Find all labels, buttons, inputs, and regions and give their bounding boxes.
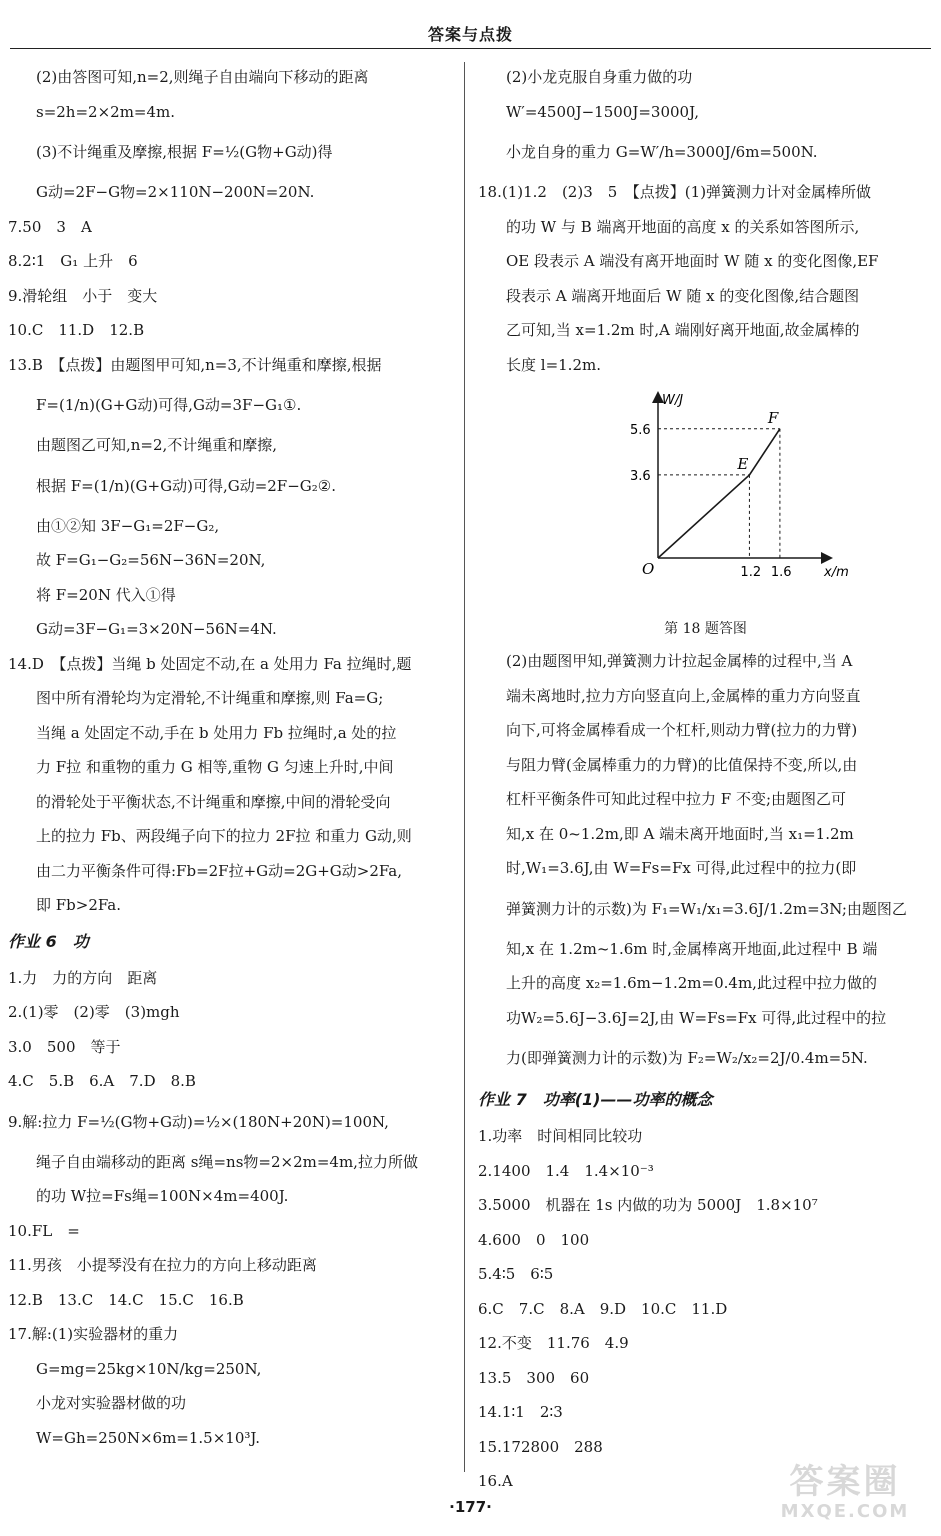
answer-line: 知,x 在 1.2m~1.6m 时,金属棒离开地面,此过程中 B 端 bbox=[506, 939, 878, 958]
answer-line: 小龙自身的重力 G=W′/h=3000J/6m=500N. bbox=[506, 143, 818, 161]
answer-line: 18.(1)1.2 (2)3 5 【点拨】(1)弹簧测力计对金属棒所做 bbox=[478, 183, 872, 201]
answer-line: 10.C 11.D 12.B bbox=[8, 321, 145, 339]
answer-line: 即 Fb>2Fa. bbox=[36, 896, 121, 914]
answer-line: 绳子自由端移动的距离 s绳=ns物=2×2m=4m,拉力所做 bbox=[36, 1152, 418, 1171]
answer-line: G动=3F−G₁=3×20N−56N=4N. bbox=[36, 620, 277, 638]
x-tick-label: 1.2 bbox=[740, 565, 762, 580]
answer-line: 2.1400 1.4 1.4×10⁻³ bbox=[478, 1161, 654, 1180]
answer-line: s=2h=2×2m=4m. bbox=[36, 102, 176, 121]
page-header: 答案与点拨 bbox=[427, 25, 513, 44]
left-column bbox=[8, 60, 458, 1455]
answer-line: 的功 W 与 B 端离开地面的高度 x 的关系如答图所示, bbox=[506, 217, 860, 236]
figure-caption: 第 18 题答图 bbox=[664, 621, 747, 637]
answer-line: 17.解:(1)实验器材的重力 bbox=[8, 1325, 179, 1343]
answer-line: 13.B 【点拨】由题图甲可知,n=3,不计绳重和摩擦,根据 bbox=[8, 355, 382, 374]
point-label: O bbox=[642, 560, 655, 578]
right-column bbox=[478, 60, 933, 1499]
homework-7-answers bbox=[478, 1119, 933, 1499]
answer-line: 1.功率 时间相同比较功 bbox=[478, 1127, 643, 1145]
answer-line: 13.5 300 60 bbox=[478, 1368, 590, 1387]
answer-line: 6.C 7.C 8.A 9.D 10.C 11.D bbox=[478, 1299, 728, 1318]
right-answers-block bbox=[478, 60, 933, 382]
answer-line: W=Gh=250N×6m=1.5×10³J. bbox=[36, 1428, 260, 1447]
answer-line: 弹簧测力计的示数)为 F₁=W₁/x₁=3.6J/1.2m=3N;由题图乙 bbox=[506, 899, 907, 918]
section-title-homework-6: 作业 6 功 bbox=[8, 931, 89, 951]
answer-line: (3)不计绳重及摩擦,根据 F=½(G物+G动)得 bbox=[36, 143, 333, 161]
answer-line: 功W₂=5.6J−3.6J=2J,由 W=Fs=Fx 可得,此过程中的拉 bbox=[506, 1008, 887, 1027]
answer-line: 14.1∶1 2∶3 bbox=[478, 1403, 563, 1421]
answer-line: 段表示 A 端离开地面后 W 随 x 的变化图像,结合题图 bbox=[506, 286, 860, 305]
answer-line: 上的拉力 Fb、两段绳子向下的拉力 2F拉 和重力 G动,则 bbox=[36, 827, 412, 845]
answer-line: 故 F=G₁−G₂=56N−36N=20N, bbox=[36, 551, 266, 569]
answer-line: 11.男孩 小提琴没有在拉力的方向上移动距离 bbox=[8, 1256, 317, 1274]
answer-line: 3.0 500 等于 bbox=[8, 1037, 121, 1056]
answer-line: 5.4∶5 6∶5 bbox=[478, 1265, 554, 1283]
answer-line: 10.FL = bbox=[8, 1221, 80, 1240]
answer-line: 当绳 a 处固定不动,手在 b 处用力 Fb 拉绳时,a 处的拉 bbox=[36, 723, 397, 742]
answer-line: 力(即弹簧测力计的示数)为 F₂=W₂/x₂=2J/0.4m=5N. bbox=[506, 1049, 868, 1067]
answer-line: 12.不变 11.76 4.9 bbox=[478, 1334, 629, 1352]
work-distance-graph bbox=[618, 388, 849, 608]
answer-line: 由题图乙可知,n=2,不计绳重和摩擦, bbox=[36, 436, 278, 454]
answer-line: 4.C 5.B 6.A 7.D 8.B bbox=[8, 1072, 196, 1090]
answer-line: 向下,可将金属棒看成一个杠杆,则动力臂(拉力的力臂) bbox=[506, 721, 858, 739]
series-line-w bbox=[658, 429, 780, 558]
question-18-part2 bbox=[478, 644, 933, 1081]
section-title-homework-7: 作业 7 功率(1)——功率的概念 bbox=[478, 1090, 713, 1109]
x-tick-label: 1.6 bbox=[770, 565, 792, 580]
answer-line: 根据 F=(1/n)(G+G动)可得,G动=2F−G₂②. bbox=[36, 476, 336, 495]
answer-line: 14.D 【点拨】当绳 b 处固定不动,在 a 处用力 Fa 拉绳时,题 bbox=[8, 654, 412, 673]
answer-line: F=(1/n)(G+G动)可得,G动=3F−G₁①. bbox=[36, 396, 302, 414]
x-axis-label: x/m bbox=[824, 565, 849, 580]
answer-line: 由①②知 3F−G₁=2F−G₂, bbox=[36, 516, 220, 535]
answer-line: 7.50 3 A bbox=[8, 217, 92, 236]
answer-line: (2)由题图甲知,弹簧测力计拉起金属棒的过程中,当 A bbox=[506, 652, 853, 670]
answer-line: 9.滑轮组 小于 变大 bbox=[8, 286, 158, 305]
watermark-top: 答案圈 bbox=[789, 1462, 901, 1502]
answer-line: (2)小龙克服自身重力做的功 bbox=[506, 68, 693, 86]
answer-line: (2)由答图可知,n=2,则绳子自由端向下移动的距离 bbox=[36, 68, 369, 86]
answer-line: 时,W₁=3.6J,由 W=Fs=Fx 可得,此过程中的拉力(即 bbox=[506, 859, 857, 877]
answer-line: 力 F拉 和重物的重力 G 相等,重物 G 匀速上升时,中间 bbox=[36, 758, 394, 776]
watermark-logo bbox=[760, 1462, 930, 1524]
point-label: F bbox=[767, 408, 779, 427]
left-answers-block bbox=[8, 60, 458, 923]
answer-line: 12.B 13.C 14.C 15.C 16.B bbox=[8, 1290, 244, 1309]
answer-figure-18 bbox=[478, 382, 933, 614]
answer-line: 2.(1)零 (2)零 (3)mgh bbox=[8, 1003, 180, 1021]
answer-line: G动=2F−G物=2×110N−200N=20N. bbox=[36, 183, 315, 201]
answer-line: 长度 l=1.2m. bbox=[506, 355, 601, 374]
header-rule bbox=[10, 48, 931, 49]
answer-line: 端未离地时,拉力方向竖直向上,金属棒的重力方向竖直 bbox=[506, 686, 861, 705]
answer-line: 上升的高度 x₂=1.6m−1.2m=0.4m,此过程中拉力做的 bbox=[506, 974, 877, 992]
answer-line: 知,x 在 0~1.2m,即 A 端未离开地面时,当 x₁=1.2m bbox=[506, 824, 854, 843]
point-label: E bbox=[737, 454, 749, 473]
y-axis-label: W/J bbox=[662, 393, 684, 408]
answer-line: 15.172800 288 bbox=[478, 1437, 603, 1456]
answer-line: 8.2∶1 G₁ 上升 6 bbox=[8, 252, 138, 270]
answer-line: 杠杆平衡条件可知此过程中拉力 F 不变;由题图乙可 bbox=[506, 790, 846, 808]
page-number: ·177· bbox=[449, 1498, 492, 1516]
column-divider bbox=[464, 62, 465, 1472]
homework-6-answers bbox=[8, 961, 458, 1456]
answer-line: 与阻力臂(金属棒重力的力臂)的比值保持不变,所以,由 bbox=[506, 755, 858, 774]
answer-line: 由二力平衡条件可得:Fb=2F拉+G动=2G+G动>2Fa, bbox=[36, 861, 402, 880]
answer-line: 的滑轮处于平衡状态,不计绳重和摩擦,中间的滑轮受向 bbox=[36, 792, 391, 811]
answer-line: 的功 W拉=Fs绳=100N×4m=400J. bbox=[36, 1187, 289, 1205]
answer-line: 乙可知,当 x=1.2m 时,A 端刚好离开地面,故金属棒的 bbox=[506, 321, 860, 339]
answer-line: 将 F=20N 代入①得 bbox=[36, 585, 176, 604]
y-tick-label: 5.6 bbox=[630, 422, 651, 438]
watermark-bottom: MXQE.COM bbox=[780, 1501, 910, 1522]
answer-line: 4.600 0 100 bbox=[478, 1230, 590, 1249]
answer-line: G=mg=25kg×10N/kg=250N, bbox=[36, 1359, 262, 1378]
answer-line: 1.力 力的方向 距离 bbox=[8, 968, 158, 987]
answer-line: 16.A bbox=[478, 1472, 513, 1490]
answer-line: W′=4500J−1500J=3000J, bbox=[506, 102, 699, 121]
answer-line: OE 段表示 A 端没有离开地面时 W 随 x 的变化图像,EF bbox=[506, 252, 879, 270]
answer-line: 小龙对实验器材做的功 bbox=[36, 1394, 187, 1412]
y-tick-label: 3.6 bbox=[630, 468, 651, 484]
answer-line: 3.5000 机器在 1s 内做的功为 5000J 1.8×10⁷ bbox=[478, 1196, 818, 1214]
answer-line: 9.解:拉力 F=½(G物+G动)=½×(180N+20N)=100N, bbox=[8, 1112, 389, 1131]
answer-line: 图中所有滑轮均为定滑轮,不计绳重和摩擦,则 Fa=G; bbox=[36, 689, 384, 707]
